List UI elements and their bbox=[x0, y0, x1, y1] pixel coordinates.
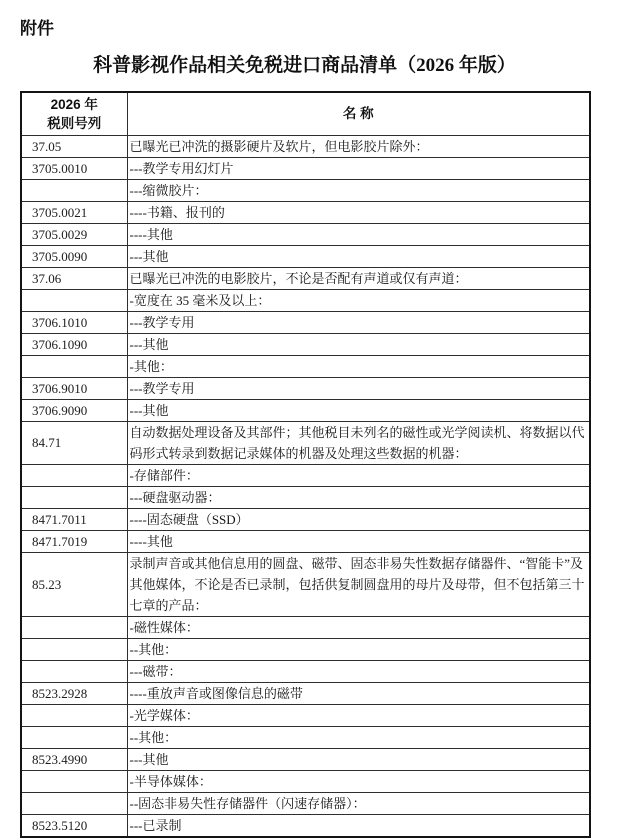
table-row bbox=[21, 201, 590, 223]
tariff-code-cell bbox=[21, 660, 127, 682]
item-name-cell: ---缩微胶片： bbox=[127, 179, 590, 201]
table-body bbox=[21, 135, 590, 837]
table-row bbox=[21, 333, 590, 355]
item-name-cell: ---其他 bbox=[127, 245, 590, 267]
tariff-code-cell: 37.06 bbox=[21, 267, 127, 289]
table-row bbox=[21, 726, 590, 748]
tariff-code-cell bbox=[21, 638, 127, 660]
item-name-cell: ----重放声音或图像信息的磁带 bbox=[127, 682, 590, 704]
item-name-cell: ---硬盘驱动器： bbox=[127, 486, 590, 508]
table-row bbox=[21, 377, 590, 399]
tariff-code-cell: 3706.9090 bbox=[21, 399, 127, 421]
table-row bbox=[21, 311, 590, 333]
tariff-code-cell bbox=[21, 726, 127, 748]
column-header-tariff-code bbox=[21, 92, 127, 135]
item-name-cell: 已曝光已冲洗的摄影硬片及软片，但电影胶片除外： bbox=[127, 135, 590, 157]
tariff-code-cell: 8523.5120 bbox=[21, 814, 127, 837]
table-row bbox=[21, 464, 590, 486]
tariff-code-cell: 3705.0090 bbox=[21, 245, 127, 267]
table-row bbox=[21, 399, 590, 421]
tariff-code-cell bbox=[21, 179, 127, 201]
item-name-cell: 已曝光已冲洗的电影胶片，不论是否配有声道或仅有声道： bbox=[127, 267, 590, 289]
item-name-cell: ---其他 bbox=[127, 399, 590, 421]
tariff-code-cell bbox=[21, 486, 127, 508]
table-row bbox=[21, 486, 590, 508]
table-row bbox=[21, 245, 590, 267]
column-header-tariff-code-line2: 税则号列 bbox=[47, 115, 102, 131]
table-row bbox=[21, 223, 590, 245]
table-row bbox=[21, 530, 590, 552]
table-row bbox=[21, 552, 590, 616]
item-name-cell: ---教学专用 bbox=[127, 377, 590, 399]
item-name-cell: ----书籍、报刊的 bbox=[127, 201, 590, 223]
item-name-cell: ---其他 bbox=[127, 748, 590, 770]
tariff-code-cell: 3705.0010 bbox=[21, 157, 127, 179]
tariff-code-cell: 3706.9010 bbox=[21, 377, 127, 399]
column-header-name: 名 称 bbox=[127, 92, 590, 135]
item-name-cell: 录制声音或其他信息用的圆盘、磁带、固态非易失性数据存储器件、“智能卡”及其他媒体，不论是否已录制，包括供复制圆盘用的母片及母带，但不包括第三十七章的产品： bbox=[127, 552, 590, 616]
table-row bbox=[21, 748, 590, 770]
item-name-cell: ----其他 bbox=[127, 530, 590, 552]
table-header-row bbox=[21, 92, 590, 135]
table-row bbox=[21, 770, 590, 792]
table-row bbox=[21, 704, 590, 726]
tariff-code-cell: 37.05 bbox=[21, 135, 127, 157]
tariff-code-cell: 3706.1010 bbox=[21, 311, 127, 333]
tariff-code-cell: 8471.7019 bbox=[21, 530, 127, 552]
tariff-code-cell bbox=[21, 464, 127, 486]
tariff-code-cell bbox=[21, 355, 127, 377]
table-row bbox=[21, 289, 590, 311]
table-row bbox=[21, 660, 590, 682]
table-row bbox=[21, 814, 590, 837]
column-header-tariff-code-line1: 2026 年 bbox=[50, 96, 98, 112]
table-row bbox=[21, 135, 590, 157]
item-name-cell: -光学媒体： bbox=[127, 704, 590, 726]
item-name-cell: ---其他 bbox=[127, 333, 590, 355]
item-name-cell: -其他： bbox=[127, 355, 590, 377]
tariff-code-cell: 8471.7011 bbox=[21, 508, 127, 530]
item-name-cell: ---教学专用幻灯片 bbox=[127, 157, 590, 179]
tariff-code-cell: 3706.1090 bbox=[21, 333, 127, 355]
item-name-cell: -存储部件： bbox=[127, 464, 590, 486]
table-row bbox=[21, 179, 590, 201]
page-title: 科普影视作品相关免税进口商品清单（2026 年版） bbox=[93, 55, 516, 76]
tariff-code-cell bbox=[21, 770, 127, 792]
item-name-cell: ----其他 bbox=[127, 223, 590, 245]
item-name-cell: --其他： bbox=[127, 726, 590, 748]
table-row bbox=[21, 421, 590, 464]
item-name-cell: --固态非易失性存储器件（闪速存储器）： bbox=[127, 792, 590, 814]
item-name-cell: ----固态硬盘（SSD） bbox=[127, 508, 590, 530]
table-row bbox=[21, 638, 590, 660]
item-name-cell: ---教学专用 bbox=[127, 311, 590, 333]
table-row bbox=[21, 682, 590, 704]
tariff-code-cell bbox=[21, 289, 127, 311]
item-name-cell: -半导体媒体： bbox=[127, 770, 590, 792]
item-name-cell: 自动数据处理设备及其部件；其他税目未列名的磁性或光学阅读机、将数据以代码形式转录到数据记录媒体的机器及处理这些数据的机器： bbox=[127, 421, 590, 464]
item-name-cell: -宽度在 35 毫米及以上： bbox=[127, 289, 590, 311]
table-row bbox=[21, 508, 590, 530]
item-name-cell: -磁性媒体： bbox=[127, 616, 590, 638]
tariff-code-cell: 84.71 bbox=[21, 421, 127, 464]
tariff-code-cell: 3705.0021 bbox=[21, 201, 127, 223]
table-row bbox=[21, 157, 590, 179]
tariff-code-cell: 8523.4990 bbox=[21, 748, 127, 770]
tariff-table bbox=[20, 91, 591, 838]
table-row bbox=[21, 616, 590, 638]
tariff-code-cell: 85.23 bbox=[21, 552, 127, 616]
item-name-cell: ---已录制 bbox=[127, 814, 590, 837]
attachment-label: 附件 bbox=[20, 19, 54, 38]
table-row bbox=[21, 355, 590, 377]
tariff-code-cell: 8523.2928 bbox=[21, 682, 127, 704]
tariff-code-cell bbox=[21, 704, 127, 726]
item-name-cell: ---磁带： bbox=[127, 660, 590, 682]
tariff-code-cell: 3705.0029 bbox=[21, 223, 127, 245]
tariff-code-cell bbox=[21, 616, 127, 638]
table-row bbox=[21, 267, 590, 289]
item-name-cell: --其他： bbox=[127, 638, 590, 660]
